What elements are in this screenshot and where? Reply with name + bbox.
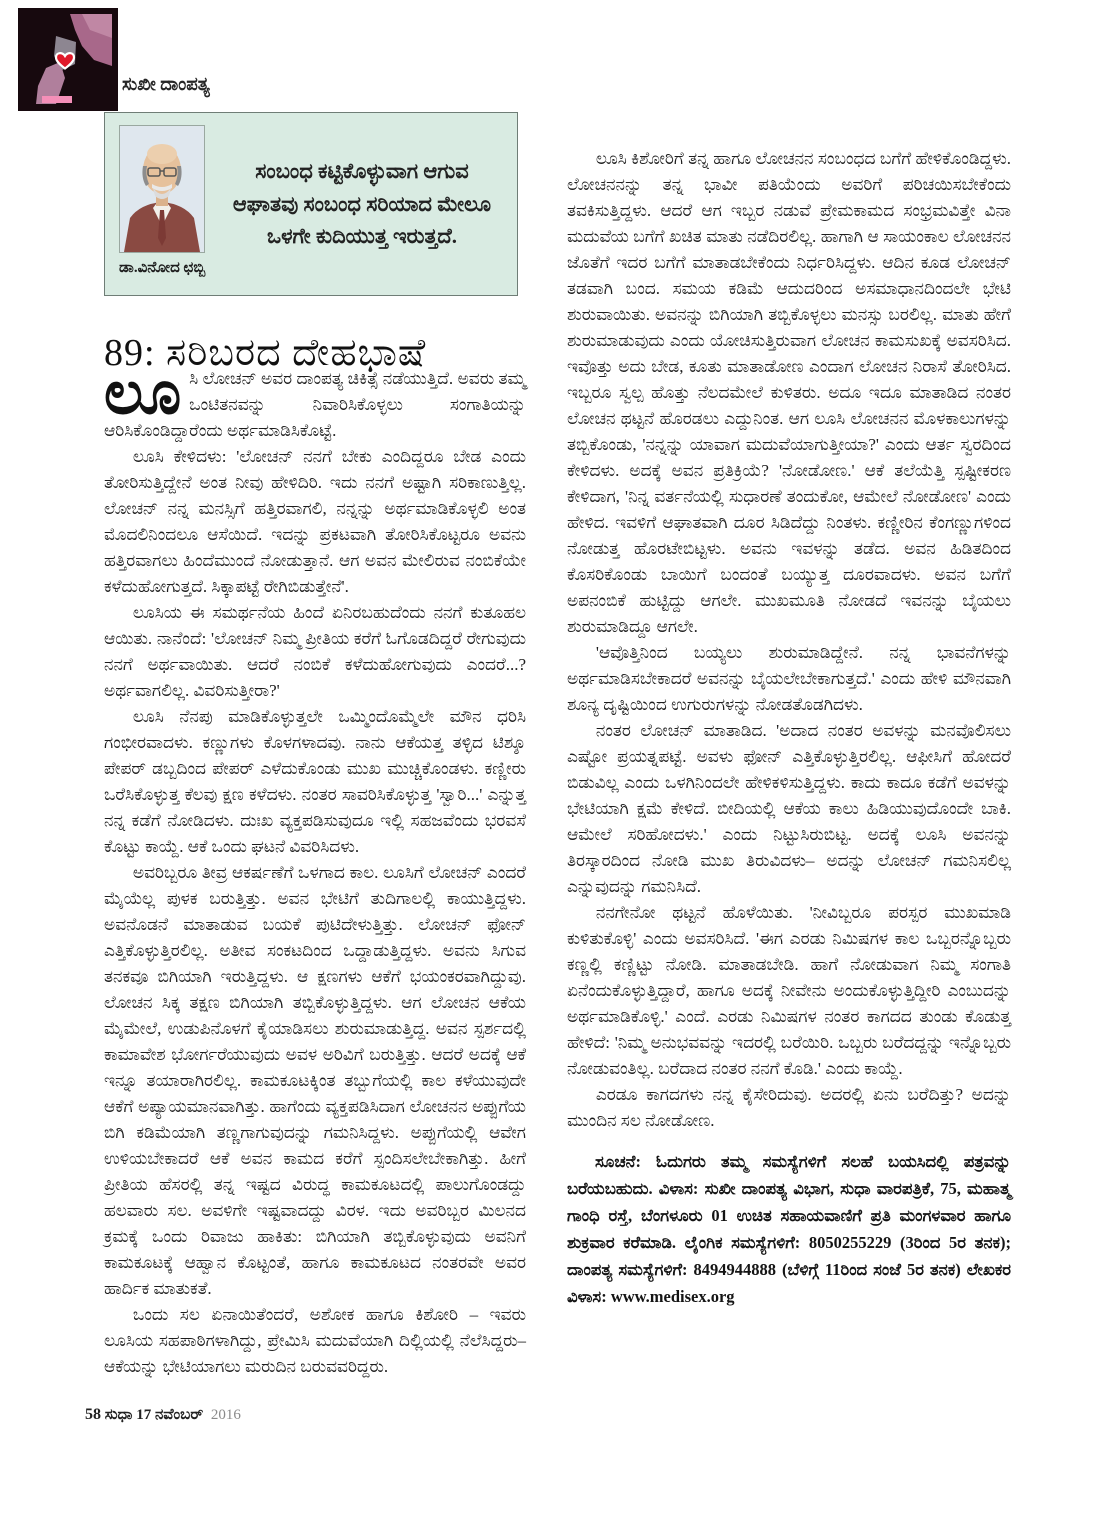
article-title: 89: ಸರಿಬರದ ದೇಹಭಾಷೆ	[104, 332, 427, 375]
paragraph: ಒಂದು ಸಲ ಏನಾಯಿತೆಂದರೆ, ಅಶೋಕ ಹಾಗೂ ಕಿಶೋರಿ – ಇವರು ಲೂಸಿಯ ಸಹಪಾಠಿಗಳಾಗಿದ್ದು, ಪ್ರೇಮಿಸಿ ಮದುವೆಯಾಗಿ ದಿಲ್ಲಿಯಲ್ಲಿ ನೆಲೆಸಿದ್ದರು– ಆಕೆಯನ್ನು ಭೇಟಿಯಾಗಲು ಮರುದಿನ ಬರುವವರಿದ್ದರು.	[104, 1305, 526, 1376]
magazine-issue: ಸುಧಾ 17 ನವೆಂಬರ್	[104, 1407, 204, 1423]
column-logo	[18, 8, 118, 111]
paragraph: ಲೂಸಿ ನೆನಪು ಮಾಡಿಕೊಳ್ಳುತ್ತಲೇ ಒಮ್ಮಿಂದೊಮ್ಮೆಲೇ ಮೌನ ಧರಿಸಿ ಗಂಭೀರವಾದಳು. ಕಣ್ಣುಗಳು ಕೊಳಗಳಾದವು. ನಾನು ಆಕೆಯತ್ತ ತಳ್ಳಿದ ಟಿಶ್ಶೂ ಪೇಪರ್ ಡಬ್ಬದಿಂದ ಪೇಪರ್ ಎಳೆದುಕೊಂಡು ಮುಖ ಮುಚ್ಚಿಕೊಂಡಳು. ಕಣ್ಣೀರು ಒರೆಸಿಕೊಳ್ಳುತ್ತ ಕೆಲವು ಕ್ಷಣ ಕಳೆದಳು. ನಂತರ ಸಾವರಿಸಿಕೊಳ್ಳುತ್ತ 'ಸ್ವಾರಿ...' ಎನ್ನುತ್ತ ನನ್ನ ಕಡೆಗೆ ನೋಡಿದಳು. ದುಃಖ ವ್ಯಕ್ತಪಡಿಸುವುದೂ ಇಲ್ಲಿ ಸಹಜವೆಂದು ಭರವಸೆ ಕೊಟ್ಟು ಕಾಯ್ದೆ. ಆಕೆ ಒಂದು ಘಟನೆ ವಿವರಿಸಿದಳು.	[104, 707, 526, 856]
page-footer	[85, 1406, 241, 1424]
paragraph: ನಂತರ ಲೋಚನ್ ಮಾತಾಡಿದ. 'ಅದಾದ ನಂತರ ಅವಳನ್ನು ಮನವೊಲಿಸಲು ಎಷ್ಟೋ ಪ್ರಯತ್ನಪಟ್ಟೆ. ಅವಳು ಫೋನ್ ಎತ್ತಿಕೊಳ್ಳುತ್ತಿರಲಿಲ್ಲ. ಆಫೀಸಿಗೆ ಹೋದರೆ ಬಿಡುವಿಲ್ಲ ಎಂದು ಒಳಗಿನಿಂದಲೇ ಹೇಳಿಕಳಿಸುತ್ತಿದ್ದಳು. ಕಾದು ಕಾದೂ ಕಡೆಗೆ ಅವಳನ್ನು ಭೇಟಿಯಾಗಿ ಕ್ಷಮೆ ಕೇಳಿದೆ. ಬೀದಿಯಲ್ಲಿ ಆಕೆಯ ಕಾಲು ಹಿಡಿಯುವುದೊಂದೇ ಬಾಕಿ. ಆಮೇಲೆ ಸರಿಹೋದಳು.' ಎಂದು ನಿಟ್ಟುಸಿರುಬಿಟ್ಟ. ಅದಕ್ಕೆ ಲೂಸಿ ಅವನನ್ನು ತಿರಸ್ಕಾರದಿಂದ ನೋಡಿ ಮುಖ ತಿರುವಿದಳು– ಅದನ್ನು ಲೋಚನ್ ಗಮನಿಸಲಿಲ್ಲ ಎನ್ನುವುದನ್ನು ಗಮನಿಸಿದೆ.	[567, 721, 1011, 896]
paragraph: ಲೂಸಿ ಕಿಶೋರಿಗೆ ತನ್ನ ಹಾಗೂ ಲೋಚನನ ಸಂಬಂಧದ ಬಗೆಗೆ ಹೇಳಿಕೊಂಡಿದ್ದಳು. ಲೋಚನನನ್ನು ತನ್ನ ಭಾವೀ ಪತಿಯೆಂದು ಅವರಿಗೆ ಪರಿಚಯಿಸಬೇಕೆಂದು ತವಕಿಸುತ್ತಿದ್ದಳು. ಆದರೆ ಆಗ ಇಬ್ಬರ ನಡುವೆ ಪ್ರೇಮಕಾಮದ ಸಂಭ್ರಮವಿತ್ತೇ ವಿನಾ ಮದುವೆಯ ಬಗೆಗೆ ಖಚಿತ ಮಾತು ನಡೆದಿರಲಿಲ್ಲ. ಹಾಗಾಗಿ ಆ ಸಾಯಂಕಾಲ ಲೋಚನನ ಜೊತೆಗೆ ಇದರ ಬಗೆಗೆ ಮಾತಾಡಬೇಕೆಂದು ನಿರ್ಧರಿಸಿದ್ದಳು. ಆದಿನ ಕೂಡ ಲೋಚನ್ ತಡವಾಗಿ ಬಂದ. ಸಮಯ ಕಡಿಮೆ ಆದುದರಿಂದ ಅಸಮಾಧಾನದಿಂದಲೇ ಭೇಟಿ ಶುರುವಾಯಿತು. ಅವನನ್ನು ಬಿಗಿಯಾಗಿ ತಬ್ಬಿಕೊಳ್ಳಲು ಮನಸ್ಸು ಬರಲಿಲ್ಲ. ಮಾತು ಹೇಗೆ ಶುರುಮಾಡುವುದು ಎಂದು ಯೋಚಿಸುತ್ತಿರುವಾಗ ಲೋಚನ ಕಾಮಸುಖಕ್ಕೆ ಅವಸರಿಸಿದ. ಇವೊತ್ತು ಅದು ಬೇಡ, ಕೂತು ಮಾತಾಡೋಣ ಎಂದಾಗ ಲೋಚನ ನಿರಾಸೆ ತೋರಿಸಿದ. ಇಬ್ಬರೂ ಸ್ವಲ್ಪ ಹೊತ್ತು ನೆಲದಮೇಲೆ ಕುಳಿತರು. ಅದೂ ಇದೂ ಮಾತಾಡಿದ ನಂತರ ಲೋಚನ ಥಟ್ಟನೆ ಹೊರಡಲು ಎದ್ದುನಿಂತ. ಆಗ ಲೂಸಿ ಲೋಚನನ ಮೊಳಕಾಲುಗಳನ್ನು ತಬ್ಬಿಕೊಂಡು, 'ನನ್ನನ್ನು ಯಾವಾಗ ಮದುವೆಯಾಗುತ್ತೀಯಾ?' ಎಂದು ಆರ್ತ ಸ್ವರದಿಂದ ಕೇಳಿದಳು. ಅದಕ್ಕೆ ಅವನ ಪ್ರತಿಕ್ರಿಯೆ? 'ನೋಡೋಣ.' ಆಕೆ ತಲೆಯೆತ್ತಿ ಸ್ಪಷ್ಟೀಕರಣ ಕೇಳಿದಾಗ, 'ನಿನ್ನ ವರ್ತನೆಯಲ್ಲಿ ಸುಧಾರಣೆ ತಂದುಕೋ, ಆಮೇಲೆ ನೋಡೋಣ' ಎಂದು ಹೇಳಿದ. ಇವಳಿಗೆ ಆಘಾತವಾಗಿ ದೂರ ಸಿಡಿದೆದ್ದು ನಿಂತಳು. ಕಣ್ಣೀರಿನ ಕೆಂಗಣ್ಣುಗಳಿಂದ ನೋಡುತ್ತ ಹೊರಟೇಬಿಟ್ಟಳು. ಅವನು ಇವಳನ್ನು ತಡೆದ. ಅವನ ಹಿಡಿತದಿಂದ ಕೊಸರಿಕೊಂಡು ಬಾಯಿಗೆ ಬಂದಂತೆ ಬಯ್ಯುತ್ತ ದೂರವಾದಳು. ಅವನ ಬಗೆಗೆ ಅಪನಂಬಿಕೆ ಹುಟ್ಟಿದ್ದು ಆಗಲೇ. ಮುಖಮೂತಿ ನೋಡದೆ ಇವನನ್ನು ಬೈಯಲು ಶುರುಮಾಡಿದ್ದೂ ಆಗಲೇ.	[567, 149, 1011, 636]
editorial-note	[567, 1148, 1011, 1310]
page-number: 58	[85, 1406, 101, 1423]
note-text: ಸೂಚನೆ: ಓದುಗರು ತಮ್ಮ ಸಮಸ್ಯೆಗಳಿಗೆ ಸಲಹೆ ಬಯಸಿದಲ್ಲಿ ಪತ್ರವನ್ನು ಬರೆಯಬಹುದು. ವಿಳಾಸ: ಸುಖೀ ದಾಂಪತ್ಯ ವಿಭಾಗ, ಸುಧಾ ವಾರಪತ್ರಿಕೆ, 75, ಮಹಾತ್ಮ ಗಾಂಧಿ ರಸ್ತೆ, ಬೆಂಗಳೂರು 01 ಉಚಿತ ಸಹಾಯವಾಣಿಗೆ ಪ್ರತಿ ಮಂಗಳವಾರ ಹಾಗೂ ಶುಕ್ರವಾರ ಕರೆಮಾಡಿ. ಲೈಂಗಿಕ ಸಮಸ್ಯೆಗಳಿಗೆ:	[567, 1152, 1011, 1252]
author-website-url: www.medisex.org	[610, 1287, 735, 1306]
dropcap: ಲೂ	[104, 360, 182, 426]
paragraph: ಲೂಸಿಯ ಈ ಸಮರ್ಥನೆಯ ಹಿಂದೆ ಏನಿರಬಹುದೆಂದು ನನಗೆ ಕುತೂಹಲ ಆಯಿತು. ನಾನೆಂದೆ: 'ಲೋಚನ್ ನಿಮ್ಮ ಪ್ರೀತಿಯ ಕರೆಗೆ ಓಗೊಡದಿದ್ದರೆ ರೇಗುವುದು ನನಗೆ ಅರ್ಥವಾಯಿತು. ಆದರೆ ನಂಬಿಕೆ ಕಳೆದುಹೋಗುವುದು ಎಂದರೆ...? ಅರ್ಥವಾಗಲಿಲ್ಲ. ವಿವರಿಸುತ್ತೀರಾ?'	[104, 603, 526, 700]
author-photo	[119, 125, 205, 253]
note-text: (3ರಿಂದ 5ರ ತನಕ); ದಾಂಪತ್ಯ ಸಮಸ್ಯೆಗಳಿಗೆ:	[567, 1233, 1011, 1279]
paragraph: 'ಆವೊತ್ತಿನಿಂದ ಬಯ್ಯಲು ಶುರುಮಾಡಿದ್ದೇನೆ. ನನ್ನ ಭಾವನೆಗಳನ್ನು ಅರ್ಥಮಾಡಿಸಬೇಕಾದರೆ ಅವನನ್ನು ಬೈಯಲೇಬೇಕಾಗುತ್ತದೆ.' ಎಂದು ಹೇಳಿ ಮೌನವಾಗಿ ಶೂನ್ಯ ದೃಷ್ಟಿಯಿಂದ ಉಗುರುಗಳನ್ನು ನೋಡತೊಡಗಿದಳು.	[567, 643, 1011, 714]
lead-paragraph	[104, 360, 526, 444]
helpline-marital-number: 8494944888	[693, 1260, 777, 1279]
left-column	[104, 360, 526, 1380]
issue-year: 2016	[210, 1407, 241, 1423]
paragraph: ಲೂಸಿ ಕೇಳಿದಳು: 'ಲೋಚನ್ ನನಗೆ ಬೇಕು ಎಂದಿದ್ದರೂ ಬೇಡ ಎಂದು ತೋರಿಸುತ್ತಿದ್ದೇನೆ ಅಂತ ನೀವು ಹೇಳಿದಿರಿ. ಇದು ನನಗೆ ಅಷ್ಟಾಗಿ ಸರಿಕಾಣುತ್ತಿಲ್ಲ. ಲೋಚನ್ ನನ್ನ ಮನಸ್ಸಿಗೆ ಹತ್ತಿರವಾಗಲಿ, ನನ್ನನ್ನು ಅರ್ಥಮಾಡಿಕೊಳ್ಳಲಿ ಅಂತ ಮೊದಲಿನಿಂದಲೂ ಆಸೆಯಿದೆ. ಇದನ್ನು ಪ್ರಕಟವಾಗಿ ತೋರಿಸಿಕೊಟ್ಟರೂ ಅವನು ಹತ್ತಿರವಾಗಲು ಹಿಂದೆಮುಂದೆ ನೋಡುತ್ತಾನೆ. ಆಗ ಅವನ ಮೇಲಿರುವ ನಂಬಿಕೆಯೇ ಕಳೆದುಹೋಗುತ್ತದೆ. ಸಿಕ್ಕಾಪಟ್ಟೆ ರೇಗಿಬಿಡುತ್ತೇನೆ'.	[104, 447, 526, 596]
paragraph: ನನಗೇನೋ ಥಟ್ಟನೆ ಹೊಳೆಯಿತು. 'ನೀವಿಬ್ಬರೂ ಪರಸ್ಪರ ಮುಖಮಾಡಿ ಕುಳಿತುಕೊಳ್ಳಿ' ಎಂದು ಅವಸರಿಸಿದೆ. 'ಈಗ ಎರಡು ನಿಮಿಷಗಳ ಕಾಲ ಒಬ್ಬರನ್ನೊಬ್ಬರು ಕಣ್ಣಲ್ಲಿ ಕಣ್ಣಿಟ್ಟು ನೋಡಿ. ಮಾತಾಡಬೇಡಿ. ಹಾಗೆ ನೋಡುವಾಗ ನಿಮ್ಮ ಸಂಗಾತಿ ಏನೆಂದುಕೊಳ್ಳುತ್ತಿದ್ದಾರೆ, ಹಾಗೂ ಅದಕ್ಕೆ ನೀವೇನು ಅಂದುಕೊಳ್ಳುತ್ತಿದ್ದೀರಿ ಎಂಬುದನ್ನು ಅರ್ಥಮಾಡಿಕೊಳ್ಳಿ.' ಎಂದೆ. ಎರಡು ನಿಮಿಷಗಳ ನಂತರ ಕಾಗದದ ತುಂಡು ಕೊಡುತ್ತ ಹೇಳಿದೆ: 'ನಿಮ್ಮ ಅನುಭವವನ್ನು ಇದರಲ್ಲಿ ಬರೆಯಿರಿ. ಒಬ್ಬರು ಬರೆದದ್ದನ್ನು ಇನ್ನೊಬ್ಬರು ನೋಡುವಂತಿಲ್ಲ. ಬರೆದಾದ ನಂತರ ನನಗೆ ಕೊಡಿ.' ಎಂದು ಕಾಯ್ದೆ.	[567, 903, 1011, 1078]
author-quote-box	[104, 112, 518, 296]
kissing-couple-heart-icon	[18, 8, 118, 111]
lead-text: ಸಿ ಲೋಚನ್ ಅವರ ದಾಂಪತ್ಯ ಚಿಕಿತ್ಸೆ ನಡೆಯುತ್ತಿದೆ. ಅವರು ತಮ್ಮ ಒಂಟಿತನವನ್ನು ನಿವಾರಿಸಿಕೊಳ್ಳಲು ಸಂಗಾತಿಯನ್ನು ಆರಿಸಿಕೊಂಡಿದ್ದಾರೆಂದು ಅರ್ಥಮಾಡಿಸಿಕೊಟ್ಟೆ.	[104, 369, 526, 440]
column-header: ಸುಖೀ ದಾಂಪತ್ಯ	[122, 74, 210, 94]
note-text: (ಬೆಳಿಗ್ಗೆ 11ರಿಂದ ಸಂಜೆ 5ರ ತನಕ) ಲೇಖಕರ ವಿಳಾಸ:	[567, 1260, 1012, 1306]
right-column	[567, 146, 1011, 1310]
pull-quote: ಸಂಬಂಧ ಕಟ್ಟಿಕೊಳ್ಳುವಾಗ ಆಗುವ ಆಘಾತವು ಸಂಬಂಧ ಸರಿಯಾದ ಮೇಲೂ ಒಳಗೇ ಕುದಿಯುತ್ತ ಇರುತ್ತದೆ.	[232, 159, 492, 249]
author-photo-block	[119, 125, 211, 277]
paragraph: ಎರಡೂ ಕಾಗದಗಳು ನನ್ನ ಕೈಸೇರಿದುವು. ಅದರಲ್ಲಿ ಏನು ಬರೆದಿತ್ತು? ಅದನ್ನು ಮುಂದಿನ ಸಲ ನೋಡೋಣ.	[567, 1085, 1011, 1130]
helpline-sexual-number: 8050255229	[808, 1233, 892, 1252]
author-name: ಡಾ.ವಿನೋದ ಛಬ್ಬಿ	[119, 260, 206, 276]
paragraph: ಅವರಿಬ್ಬರೂ ತೀವ್ರ ಆಕರ್ಷಣೆಗೆ ಒಳಗಾದ ಕಾಲ. ಲೂಸಿಗೆ ಲೋಚನ್ ಎಂದರೆ ಮೈಯೆಲ್ಲ ಪುಳಕ ಬರುತ್ತಿತ್ತು. ಅವನ ಭೇಟಿಗೆ ತುದಿಗಾಲಲ್ಲಿ ಕಾಯುತ್ತಿದ್ದಳು. ಅವನೊಡನೆ ಮಾತಾಡುವ ಬಯಕೆ ಪುಟಿದೇಳುತ್ತಿತ್ತು. ಲೋಚನ್ ಫೋನ್ ಎತ್ತಿಕೊಳ್ಳುತ್ತಿರಲಿಲ್ಲ. ಅತೀವ ಸಂಕಟದಿಂದ ಒದ್ದಾಡುತ್ತಿದ್ದಳು. ಅವನು ಸಿಗುವ ತನಕವೂ ಬಿಗಿಯಾಗಿ ಇರುತ್ತಿದ್ದಳು. ಆ ಕ್ಷಣಗಳು ಆಕೆಗೆ ಭಯಂಕರವಾಗಿದ್ದುವು. ಲೋಚನ ಸಿಕ್ಕ ತಕ್ಷಣ ಬಿಗಿಯಾಗಿ ತಬ್ಬಿಕೊಳ್ಳುತ್ತಿದ್ದಳು. ಆಗ ಲೋಚನ ಆಕೆಯ ಮೈಮೇಲೆ, ಉಡುಪಿನೊಳಗೆ ಕೈಯಾಡಿಸಲು ಶುರುಮಾಡುತ್ತಿದ್ದ. ಅವನ ಸ್ಪರ್ಶದಲ್ಲಿ ಕಾಮಾವೇಶ ಭೋರ್ಗರೆಯುವುದು ಅವಳ ಅರಿವಿಗೆ ಬರುತ್ತಿತ್ತು. ಆದರೆ ಅದಕ್ಕೆ ಆಕೆ ಇನ್ನೂ ತಯಾರಾಗಿರಲಿಲ್ಲ. ಕಾಮಕೂಟಕ್ಕಿಂತ ತಬ್ಬುಗೆಯಲ್ಲಿ ಕಾಲ ಕಳೆಯುವುದೇ ಆಕೆಗೆ ಅಪ್ಯಾಯಮಾನವಾಗಿತ್ತು. ಹಾಗೆಂದು ವ್ಯಕ್ತಪಡಿಸಿದಾಗ ಲೋಚನನ ಅಪ್ಪುಗೆಯ ಬಿಗಿ ಕಡಿಮೆಯಾಗಿ ತಣ್ಣಗಾಗುವುದನ್ನು ಗಮನಿಸಿದ್ದಳು. ಅಪ್ಪುಗೆಯಲ್ಲಿ ಆವೇಗ ಉಳಿಯಬೇಕಾದರೆ ಆಕೆ ಅವನ ಕಾಮದ ಕರೆಗೆ ಸ್ಪಂದಿಸಲೇಬೇಕಾಗಿತ್ತು. ಹೀಗೆ ಪ್ರೀತಿಯ ಹೆಸರಲ್ಲಿ ತನ್ನ ಇಷ್ಟದ ವಿರುದ್ಧ ಕಾಮಕೂಟದಲ್ಲಿ ಪಾಲುಗೊಂಡದ್ದು ಹಲವಾರು ಸಲ. ಅವಳಿಗೇ ಇಷ್ಟವಾದದ್ದು ವಿರಳ. ಇದು ಅವರಿಬ್ಬರ ಮಿಲನದ ಕ್ರಮಕ್ಕೆ ಒಂದು ರಿವಾಜು ಹಾಕಿತು: ಬಿಗಿಯಾಗಿ ತಬ್ಬಿಕೊಳ್ಳುವುದು ಅವನಿಗೆ ಕಾಮಕೂಟಕ್ಕೆ ಆಹ್ವಾನ ಕೊಟ್ಟಂತೆ, ಹಾಗೂ ಕಾಮಕೂಟದ ನಂತರವೇ ಅವರ ಹಾರ್ದಿಕ ಮಾತುಕತೆ.	[104, 863, 526, 1298]
